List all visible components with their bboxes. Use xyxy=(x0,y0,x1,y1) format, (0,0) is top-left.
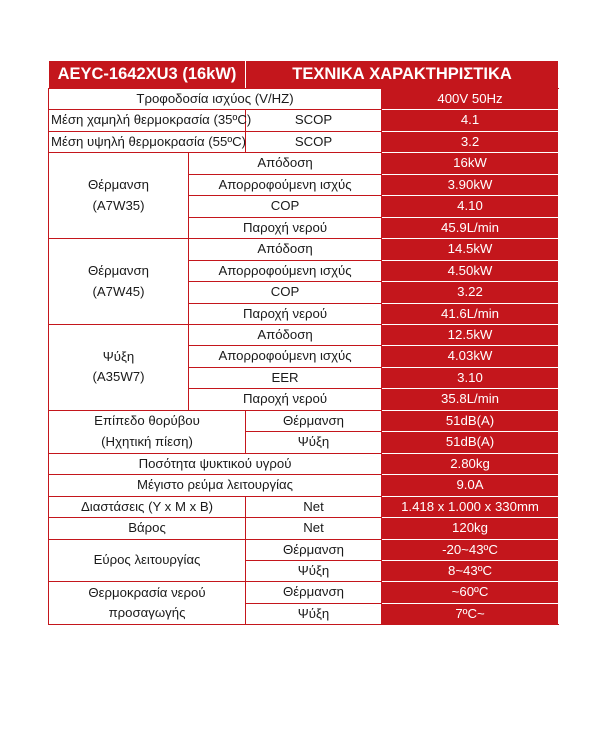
row-value: 4.03kW xyxy=(382,346,559,367)
dimensions-label: Διαστάσεις (Y x M x B) xyxy=(49,496,246,517)
operating-range-label: Εύρος λειτουργίας xyxy=(49,539,246,582)
row-value: 51dB(A) xyxy=(382,410,559,431)
row-value: 4.50kW xyxy=(382,260,559,281)
table-row xyxy=(49,153,559,174)
group-name: Θέρμανση xyxy=(88,177,149,193)
row-label: Παροχή νερού xyxy=(189,303,382,324)
scop-low-label: Μέση χαμηλή θερμοκρασία (35ºC) xyxy=(49,110,246,131)
row-value: 3.22 xyxy=(382,282,559,303)
table-row xyxy=(49,110,559,131)
power-value: 400V 50Hz xyxy=(382,89,559,110)
table-row xyxy=(49,582,559,603)
spec-title: ΤΕΧΝΙΚΑ ΧΑΡΑΚΤΗΡΙΣΤΙΚΑ xyxy=(246,61,559,89)
noise-heading xyxy=(49,410,246,453)
table-row xyxy=(49,475,559,496)
max-current-label: Μέγιστο ρεύμα λειτουργίας xyxy=(49,475,382,496)
row-label: Απόδοση xyxy=(189,324,382,345)
table-row xyxy=(49,410,559,431)
water-supply-label-line2: προσαγωγής xyxy=(108,605,186,621)
row-label: COP xyxy=(189,196,382,217)
table-row xyxy=(49,518,559,539)
row-value: 3.90kW xyxy=(382,174,559,195)
power-label: Τροφοδοσία ισχύος (V/HZ) xyxy=(49,89,382,110)
noise-label-line1: Επίπεδο θορύβου xyxy=(94,413,200,429)
row-label: Παροχή νερού xyxy=(189,389,382,410)
row-label: Παροχή νερού xyxy=(189,217,382,238)
row-label: Ψύξη xyxy=(246,432,382,453)
scop-low-sub: SCOP xyxy=(246,110,382,131)
table-row xyxy=(49,453,559,474)
scop-low-value: 4.1 xyxy=(382,110,559,131)
group-heading-heating-a7w45 xyxy=(49,239,189,325)
table-row xyxy=(49,539,559,560)
group-heading-cooling-a35w7 xyxy=(49,324,189,410)
group-condition: (A7W35) xyxy=(92,197,145,213)
weight-label: Βάρος xyxy=(49,518,246,539)
water-supply-heading xyxy=(49,582,246,625)
weight-value: 120kg xyxy=(382,518,559,539)
spec-table xyxy=(48,60,559,625)
row-label: Απορροφούμενη ισχύς xyxy=(189,260,382,281)
row-label: Απόδοση xyxy=(189,239,382,260)
row-value: 41.6L/min xyxy=(382,303,559,324)
table-row xyxy=(49,131,559,152)
table-row xyxy=(49,89,559,110)
row-value: -20~43ºC xyxy=(382,539,559,560)
group-condition: (A35W7) xyxy=(92,369,145,385)
row-value: 14.5kW xyxy=(382,239,559,260)
group-condition: (A7W45) xyxy=(92,283,145,299)
row-label: COP xyxy=(189,282,382,303)
row-label: Απορροφούμενη ισχύς xyxy=(189,174,382,195)
refrigerant-value: 2.80kg xyxy=(382,453,559,474)
table-row xyxy=(49,239,559,260)
max-current-value: 9.0A xyxy=(382,475,559,496)
row-value: 7ºC~ xyxy=(382,603,559,624)
group-heading-heating-a7w35 xyxy=(49,153,189,239)
scop-high-value: 3.2 xyxy=(382,131,559,152)
row-value: 4.10 xyxy=(382,196,559,217)
row-value: 16kW xyxy=(382,153,559,174)
model-title: AEYC-1642XU3 (16kW) xyxy=(49,61,246,89)
row-label: Απόδοση xyxy=(189,153,382,174)
row-value: 3.10 xyxy=(382,367,559,388)
row-value: 51dB(A) xyxy=(382,432,559,453)
dimensions-sub: Net xyxy=(246,496,382,517)
water-supply-label-line1: Θερμοκρασία νερού xyxy=(88,584,206,600)
row-label: EER xyxy=(189,367,382,388)
row-value: 12.5kW xyxy=(382,324,559,345)
row-value: 35.8L/min xyxy=(382,389,559,410)
weight-sub: Net xyxy=(246,518,382,539)
scop-high-label: Μέση υψηλή θερμοκρασία (55ºC) xyxy=(49,131,246,152)
row-label: Ψύξη xyxy=(246,560,382,581)
refrigerant-label: Ποσότητα ψυκτικού υγρού xyxy=(49,453,382,474)
row-label: Θέρμανση xyxy=(246,582,382,603)
noise-label-line2: (Ηχητική πίεση) xyxy=(101,433,193,449)
row-value: 8~43ºC xyxy=(382,560,559,581)
scop-high-sub: SCOP xyxy=(246,131,382,152)
row-label: Θέρμανση xyxy=(246,410,382,431)
group-name: Θέρμανση xyxy=(88,263,149,279)
header-row xyxy=(49,61,559,89)
row-label: Απορροφούμενη ισχύς xyxy=(189,346,382,367)
table-row xyxy=(49,324,559,345)
row-label: Θέρμανση xyxy=(246,539,382,560)
table-row xyxy=(49,496,559,517)
group-name: Ψύξη xyxy=(102,348,135,364)
row-value: ~60ºC xyxy=(382,582,559,603)
row-label: Ψύξη xyxy=(246,603,382,624)
dimensions-value: 1.418 x 1.000 x 330mm xyxy=(382,496,559,517)
row-value: 45.9L/min xyxy=(382,217,559,238)
